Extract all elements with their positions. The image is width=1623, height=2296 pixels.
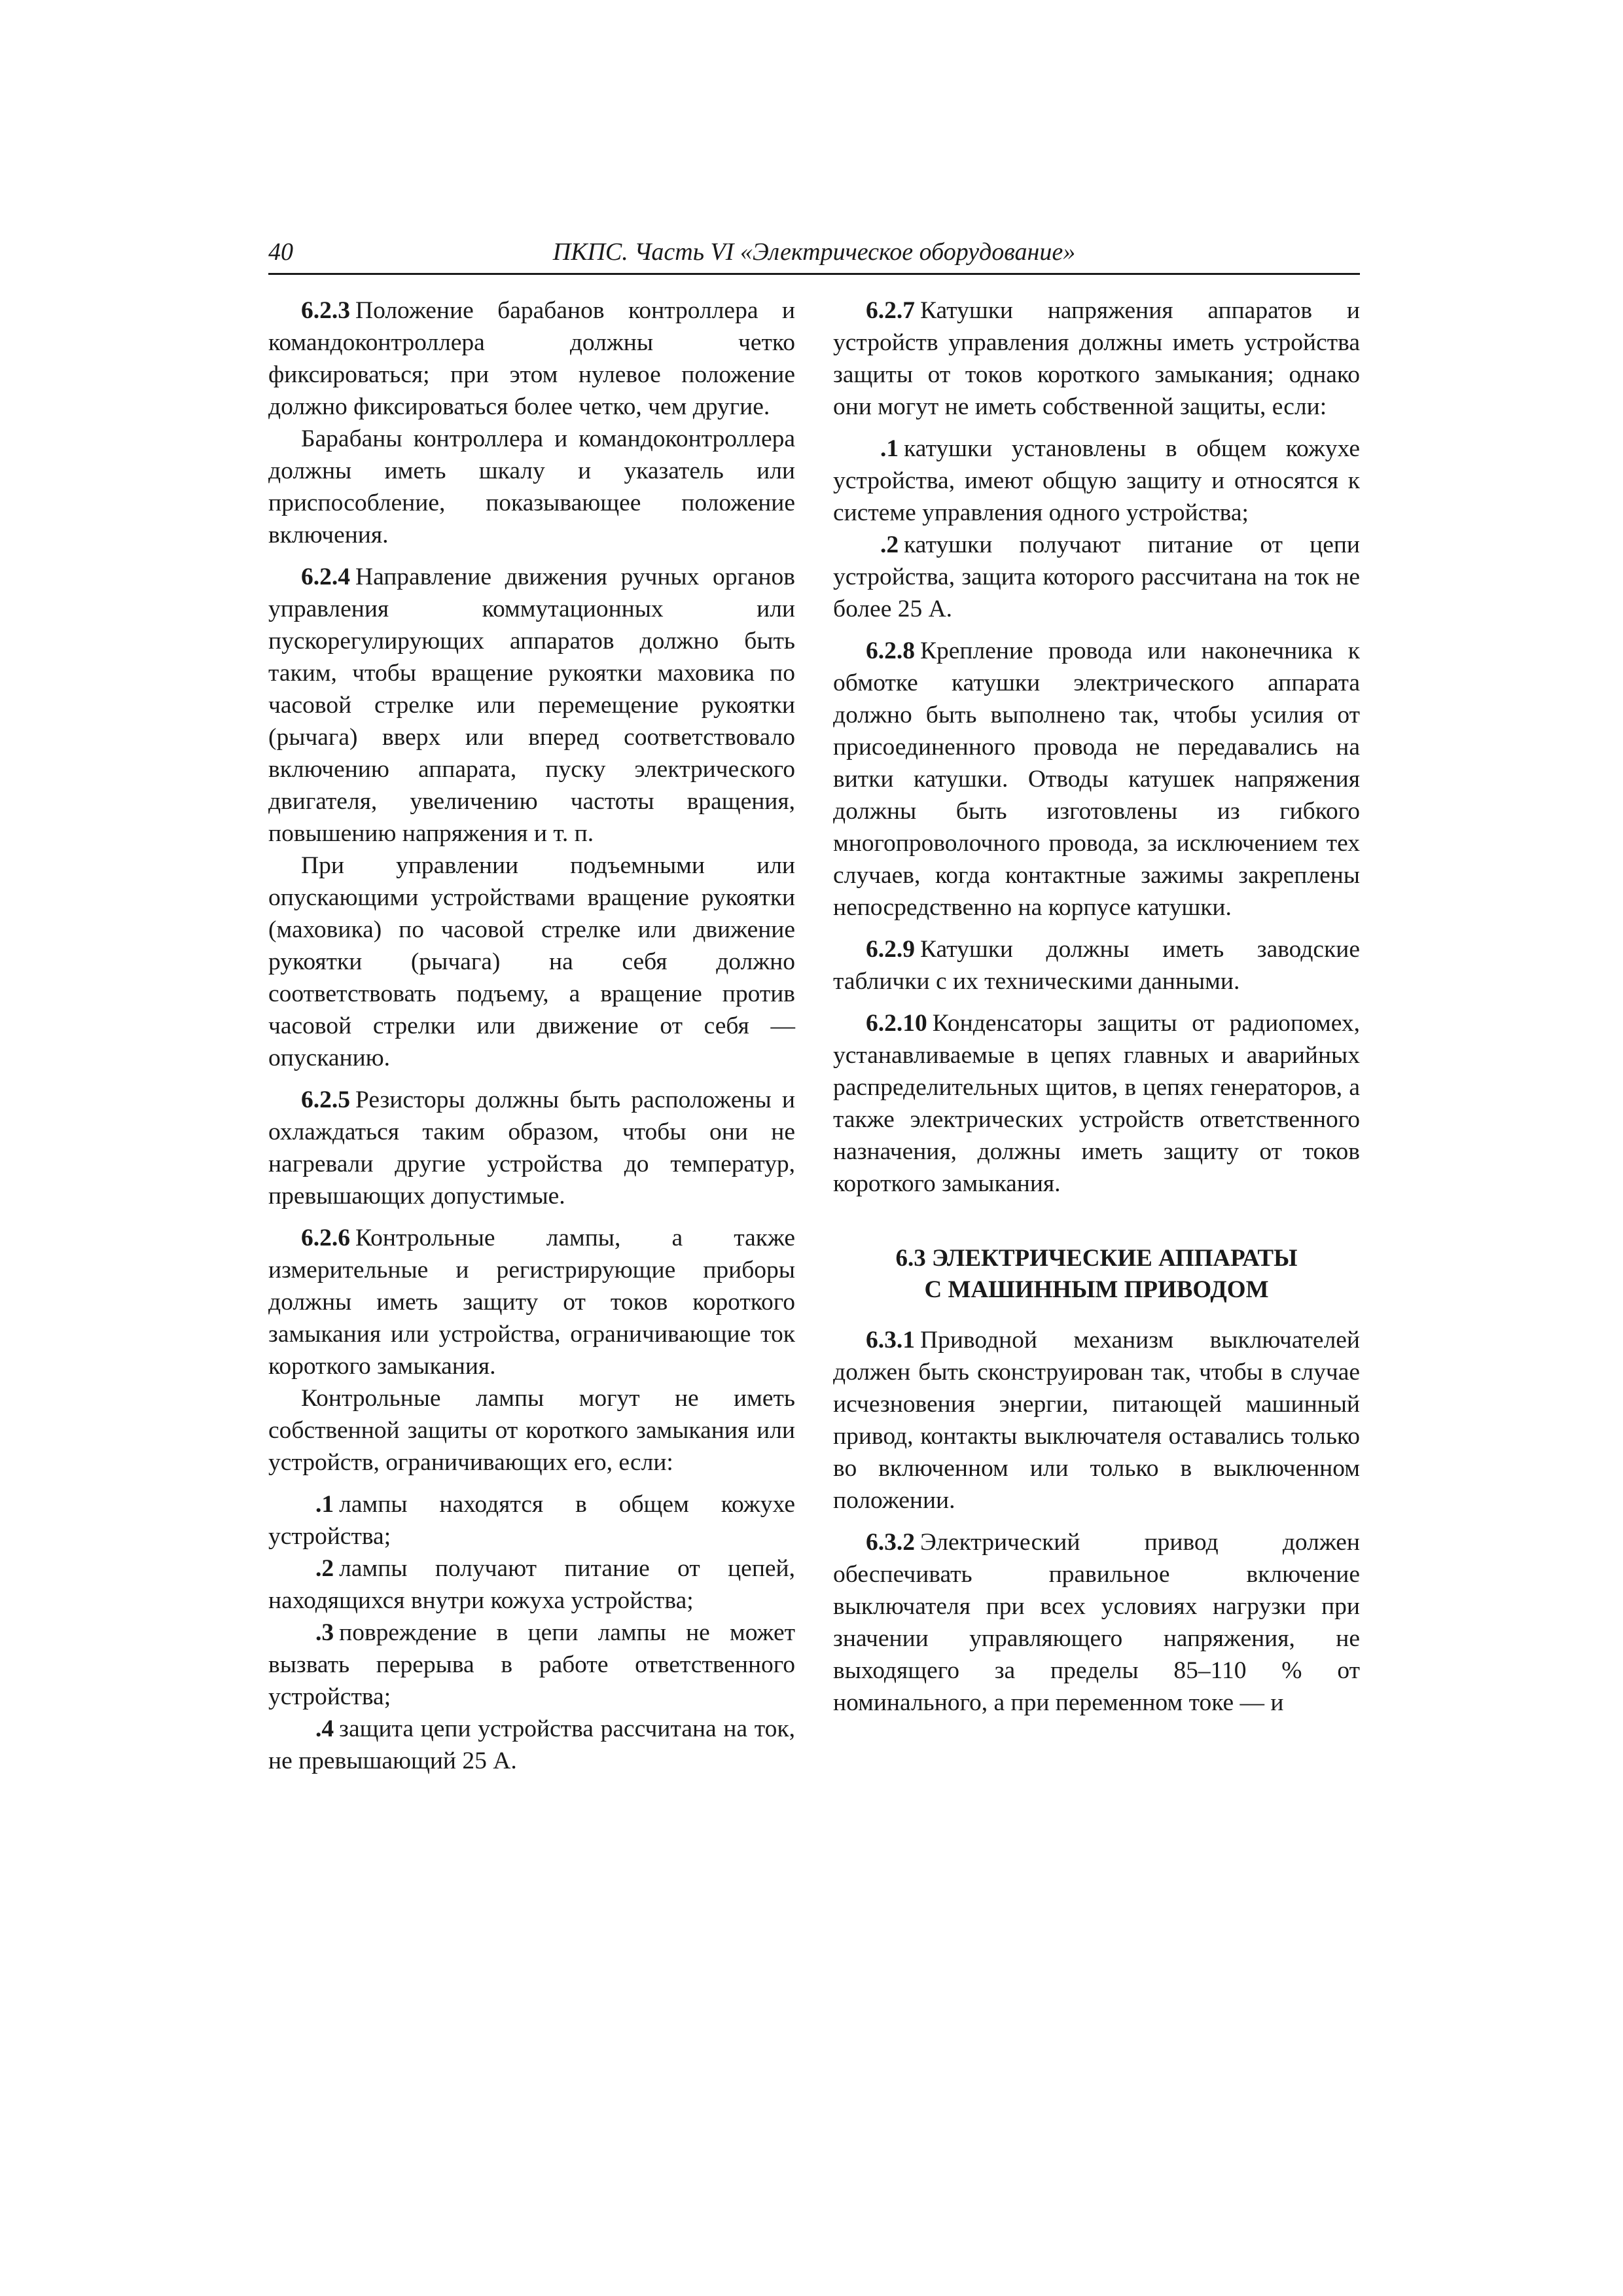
paragraph-6-2-9 — [833, 933, 1360, 997]
paragraph-text: Резисторы должны быть расположены и охлаждаться таким образом, чтобы они не нагревали другие устройства до температур, превышающих допустимые. — [268, 1086, 795, 1210]
clause-number: 6.2.10 — [866, 1010, 927, 1037]
left-column — [268, 295, 795, 1777]
item-number: .4 — [315, 1715, 334, 1742]
clause-number: 6.3.2 — [866, 1529, 915, 1556]
item-number: .1 — [315, 1491, 334, 1518]
clause-number: 6.2.9 — [866, 936, 915, 963]
paragraph-6-2-10 — [833, 1007, 1360, 1200]
paragraph-text: Контрольные лампы, а также измерительные и регистрирующие приборы должны иметь защиту от токов короткого замыкания или устройства, ограничивающие ток короткого замыкания. — [268, 1225, 795, 1380]
list-item — [833, 433, 1360, 529]
page-header — [268, 239, 1360, 275]
item-number: .2 — [880, 531, 899, 558]
item-text: повреждение в цепи лампы не может вызвать перерыва в работе ответственного устройства; — [268, 1619, 795, 1710]
paragraph-6-2-5 — [268, 1084, 795, 1212]
paragraph-text: Направление движения ручных органов управления коммутационных или пускорегулирующих аппаратов должно быть таким, чтобы вращение рукоятки маховика по часовой стрелке или перемещение рукоятки (рычага) вверх или вперед соответствовало включению аппарата, пуску электрического двигателя, увеличению частоты вращения, повышению напряжения и т. п. — [268, 564, 795, 847]
clause-number: 6.2.4 — [301, 564, 350, 590]
clause-number: 6.2.5 — [301, 1086, 350, 1113]
paragraph-text: Конденсаторы защиты от радиопомех, устанавливаемые в цепях главных и аварийных распределительных щитов, в цепях генераторов, а также электрических устройств ответственного назначения, должны иметь защиту от токов короткого замыкания. — [833, 1010, 1360, 1197]
clause-number: 6.2.8 — [866, 637, 915, 664]
paragraph-6-2-4-cont — [268, 850, 795, 1074]
paragraph-6-2-7 — [833, 295, 1360, 423]
running-title: ПКПС. Часть VI «Электрическое оборудование» — [552, 238, 1076, 266]
paragraph-text: Барабаны контроллера и командоконтроллера должны иметь шкалу и указатель или приспособление, показывающее положение включения. — [268, 425, 795, 548]
paragraph-6-3-1 — [833, 1324, 1360, 1516]
clause-number: 6.3.1 — [866, 1327, 915, 1354]
list-item — [268, 1552, 795, 1617]
right-column — [833, 295, 1360, 1729]
list-item — [268, 1713, 795, 1777]
paragraph-text: При управлении подъемными или опускающими устройствами вращение рукоятки (маховика) по часовой стрелке или движение рукоятки (рычага) на себя должно соответствовать подъему, а вращение против часовой стрелки или движение от себя — опусканию. — [268, 852, 795, 1071]
paragraph-6-2-6 — [268, 1222, 795, 1382]
item-text: лампы получают питание от цепей, находящихся внутри кожуха устройства; — [268, 1555, 795, 1614]
list-item — [268, 1488, 795, 1552]
clause-number: 6.2.6 — [301, 1225, 350, 1251]
paragraph-text: Электрический привод должен обеспечивать правильное включение выключателя при всех условиях нагрузки при значении управляющего напряжения, не выходящего за пределы 85–110 % от номинального, а при переменном токе — и — [833, 1529, 1360, 1716]
item-text: катушки установлены в общем кожухе устройства, имеют общую защиту и относятся к системе управления одного устройства; — [833, 435, 1360, 526]
paragraph-6-2-3 — [268, 295, 795, 423]
paragraph-text: Контрольные лампы могут не иметь собственной защиты от короткого замыкания или устройств, ограничивающих его, если: — [268, 1385, 795, 1476]
item-text: лампы находятся в общем кожухе устройства; — [268, 1491, 795, 1550]
paragraph-text: Катушки напряжения аппаратов и устройств управления должны иметь устройства защиты от токов короткого замыкания; однако они могут не иметь собственной защиты, если: — [833, 297, 1360, 420]
paragraph-6-2-3-cont — [268, 423, 795, 551]
section-heading — [833, 1243, 1360, 1306]
section-heading-line-2: С МАШИННЫМ ПРИВОДОМ — [924, 1276, 1269, 1303]
clause-number: 6.2.3 — [301, 297, 350, 324]
paragraph-text: Приводной механизм выключателей должен быть сконструирован так, чтобы в случае исчезновения энергии, питающей машинный привод, контакты выключателя оставались только во включенном или только в выключенном положении. — [833, 1327, 1360, 1514]
item-number: .1 — [880, 435, 899, 462]
list-item — [268, 1617, 795, 1713]
page-number: 40 — [268, 238, 293, 266]
item-number: .3 — [315, 1619, 334, 1646]
paragraph-6-3-2 — [833, 1526, 1360, 1719]
item-text: защита цепи устройства рассчитана на ток, не превышающий 25 А. — [268, 1715, 795, 1774]
paragraph-text: Катушки должны иметь заводские таблички с их техническими данными. — [833, 936, 1360, 995]
paragraph-6-2-6-cont — [268, 1382, 795, 1479]
list-item — [833, 529, 1360, 625]
paragraph-text: Крепление провода или наконечника к обмотке катушки электрического аппарата должно быть выполнено так, чтобы усилия от присоединенного провода не передавались на витки катушки. Отводы катушек напряжения должны быть изготовлены из гибкого многопроволочного провода, за исключением тех случаев, когда контактные зажимы закреплены непосредственно на корпусе катушки. — [833, 637, 1360, 921]
section-heading-line-1: 6.3 ЭЛЕКТРИЧЕСКИЕ АППАРАТЫ — [895, 1245, 1298, 1272]
item-text: катушки получают питание от цепи устройства, защита которого рассчитана на ток не более 25 А. — [833, 531, 1360, 622]
paragraph-text: Положение барабанов контроллера и командоконтроллера должны четко фиксироваться; при этом нулевое положение должно фиксироваться более четко, чем другие. — [268, 297, 795, 420]
clause-number: 6.2.7 — [866, 297, 915, 324]
paragraph-6-2-4 — [268, 561, 795, 850]
paragraph-6-2-8 — [833, 635, 1360, 924]
item-number: .2 — [315, 1555, 334, 1582]
